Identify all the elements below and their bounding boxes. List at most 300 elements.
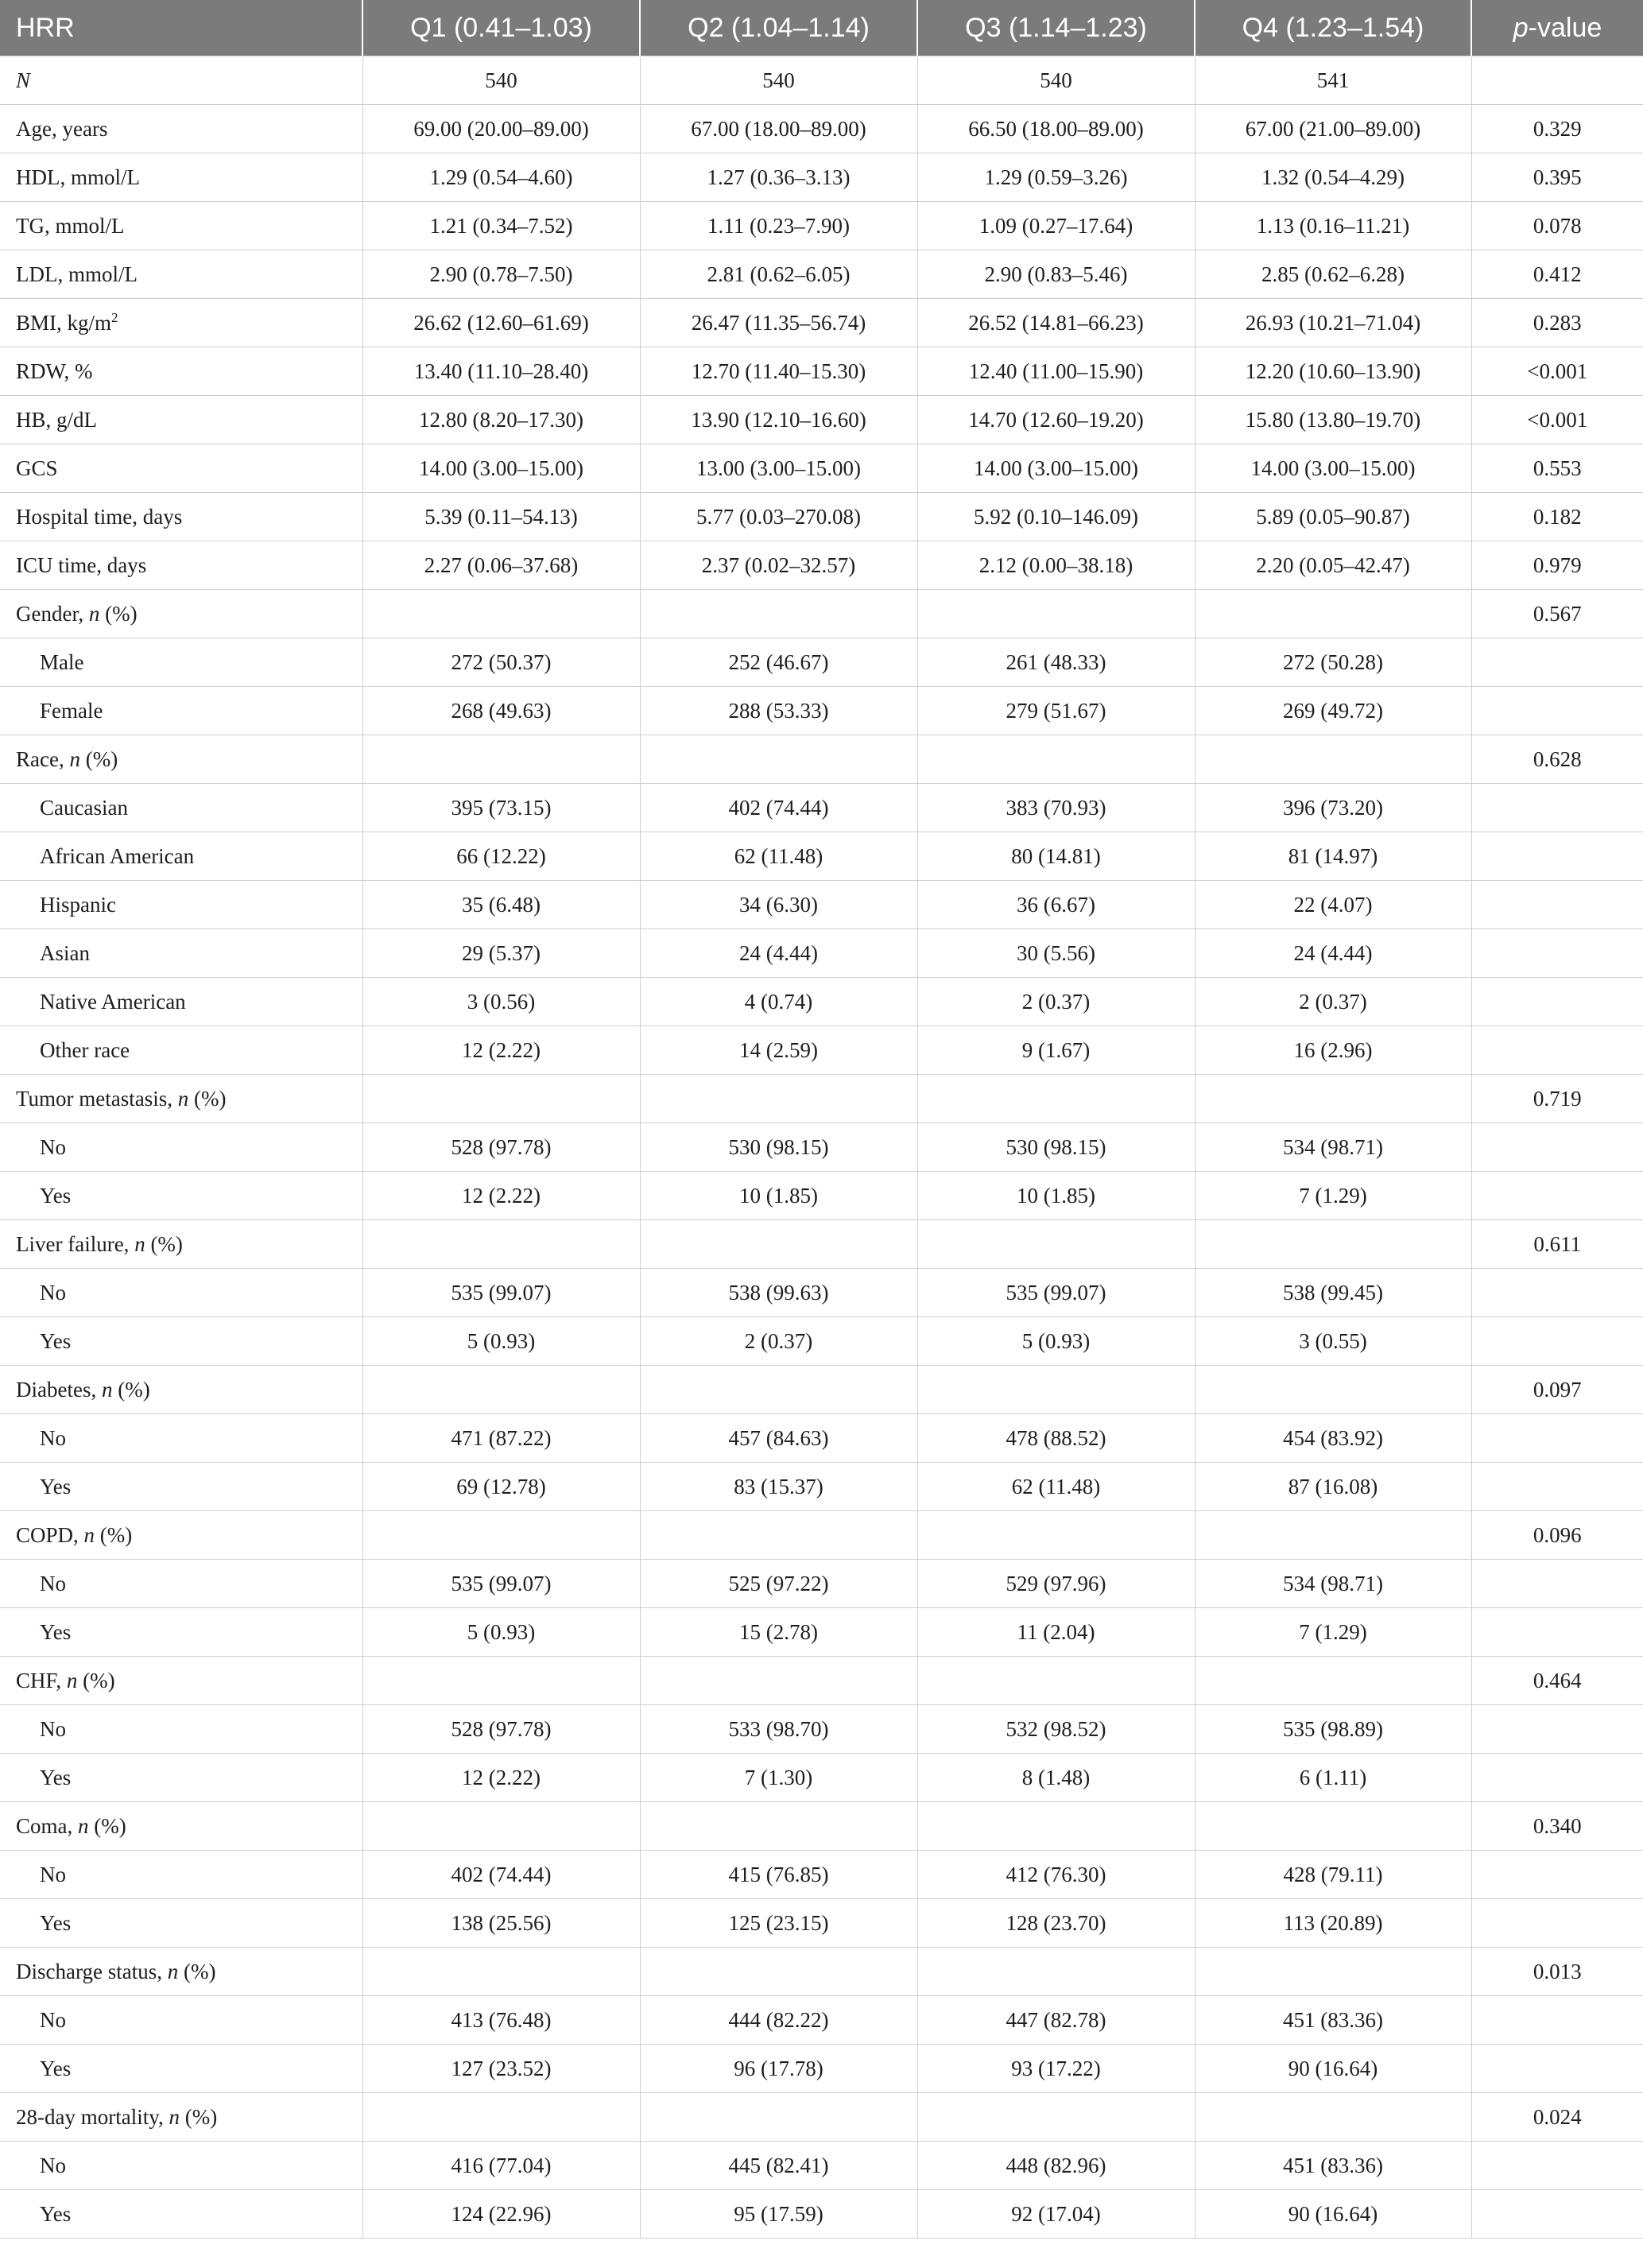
cell-q4: 3 (0.55) (1195, 1317, 1471, 1366)
row-label (0, 784, 362, 832)
cell-q4: 451 (83.36) (1195, 2142, 1471, 2190)
table-row (0, 2190, 1643, 2239)
cell-q3: 261 (48.33) (917, 638, 1195, 687)
cell-q2: 95 (17.59) (640, 2190, 917, 2239)
cell-q3: 540 (917, 56, 1195, 105)
cell-q2: 13.90 (12.10–16.60) (640, 396, 917, 444)
cell-q3 (917, 1657, 1195, 1705)
cell-q3: 412 (76.30) (917, 1851, 1195, 1899)
row-label-text: Yes (40, 1910, 72, 1935)
cell-q4 (1195, 590, 1471, 638)
row-label-text: Hispanic (40, 892, 116, 917)
cell-q2: 445 (82.41) (640, 2142, 917, 2190)
row-label (0, 1269, 362, 1317)
cell-q4: 7 (1.29) (1195, 1172, 1471, 1220)
row-label (0, 1705, 362, 1754)
row-label-text: Diabetes, (16, 1377, 102, 1402)
cell-q1: 416 (77.04) (362, 2142, 640, 2190)
table-row (0, 590, 1643, 638)
row-label-text: Yes (40, 1328, 72, 1353)
cell-q4: 12.20 (10.60–13.90) (1195, 347, 1471, 396)
cell-q1 (362, 1802, 640, 1851)
cell-q3 (917, 1511, 1195, 1560)
row-label-text: Yes (40, 2056, 72, 2080)
n-italic: n (177, 1086, 189, 1111)
cell-q4: 87 (16.08) (1195, 1463, 1471, 1511)
cell-p-value (1471, 1123, 1643, 1172)
row-label-text: Gender, (16, 601, 89, 626)
cell-q3 (917, 1802, 1195, 1851)
cell-q4: 2 (0.37) (1195, 978, 1471, 1026)
n-italic: n (66, 1668, 78, 1692)
cell-q3: 36 (6.67) (917, 881, 1195, 929)
cell-q1: 29 (5.37) (362, 929, 640, 978)
cell-q1: 471 (87.22) (362, 1414, 640, 1463)
cell-q1: 402 (74.44) (362, 1851, 640, 1899)
row-label (0, 493, 362, 541)
cell-q1: 272 (50.37) (362, 638, 640, 687)
cell-q3: 5.92 (0.10–146.09) (917, 493, 1195, 541)
cell-p-value (1471, 1754, 1643, 1802)
cell-q2 (640, 735, 917, 784)
cell-q3: 8 (1.48) (917, 1754, 1195, 1802)
cell-q2: 252 (46.67) (640, 638, 917, 687)
cell-p-value: 0.395 (1471, 153, 1643, 202)
cell-p-value (1471, 1560, 1643, 1608)
row-label-text: Liver failure, (16, 1231, 135, 1256)
row-label (0, 2190, 362, 2239)
cell-q4: 2.20 (0.05–42.47) (1195, 541, 1471, 590)
cell-q1 (362, 1948, 640, 1996)
cell-p-value (1471, 881, 1643, 929)
row-label (0, 153, 362, 202)
cell-q4 (1195, 1075, 1471, 1123)
cell-q2: 415 (76.85) (640, 1851, 917, 1899)
cell-q2: 4 (0.74) (640, 978, 917, 1026)
row-label-text: Male (40, 649, 84, 674)
cell-q4: 90 (16.64) (1195, 2190, 1471, 2239)
table-row (0, 396, 1643, 444)
row-label-text: LDL, mmol/L (16, 262, 138, 286)
row-label (0, 105, 362, 153)
row-label (0, 56, 362, 105)
row-label-text: Age, years (16, 116, 108, 141)
row-label (0, 1802, 362, 1851)
cell-q4: 16 (2.96) (1195, 1026, 1471, 1075)
cell-q1: 12 (2.22) (362, 1754, 640, 1802)
table-row (0, 1657, 1643, 1705)
cell-p-value (1471, 1317, 1643, 1366)
row-label (0, 1366, 362, 1414)
cell-q3 (917, 1948, 1195, 1996)
cell-q2: 530 (98.15) (640, 1123, 917, 1172)
row-label-text: ICU time, days (16, 552, 147, 577)
row-label (0, 1899, 362, 1948)
cell-q1: 127 (23.52) (362, 2045, 640, 2093)
row-label-text: No (40, 1862, 66, 1886)
cell-q3: 529 (97.96) (917, 1560, 1195, 1608)
cell-p-value (1471, 1899, 1643, 1948)
percent-suffix: (%) (99, 601, 138, 626)
cell-p-value: 0.024 (1471, 2093, 1643, 2142)
table-row (0, 493, 1643, 541)
row-label-text: RDW, % (16, 359, 93, 383)
row-label (0, 832, 362, 881)
table-row (0, 56, 1643, 105)
row-label-text: Discharge status, (16, 1959, 168, 1983)
cell-q4 (1195, 1802, 1471, 1851)
n-italic: n (88, 601, 100, 626)
table-row (0, 153, 1643, 202)
row-label-text: Other race (40, 1037, 130, 1062)
row-label (0, 2142, 362, 2190)
row-label (0, 1414, 362, 1463)
cell-q3 (917, 1220, 1195, 1269)
cell-p-value (1471, 1026, 1643, 1075)
cell-p-value: 0.412 (1471, 250, 1643, 299)
cell-q3: 92 (17.04) (917, 2190, 1195, 2239)
row-label (0, 1948, 362, 1996)
cell-q2: 444 (82.22) (640, 1996, 917, 2045)
cell-q2: 1.27 (0.36–3.13) (640, 153, 917, 202)
cell-q1 (362, 1220, 640, 1269)
cell-q1: 535 (99.07) (362, 1269, 640, 1317)
cell-q1 (362, 2093, 640, 2142)
header-p-value (1471, 0, 1643, 56)
cell-q3 (917, 590, 1195, 638)
cell-q3: 93 (17.22) (917, 2045, 1195, 2093)
cell-q2 (640, 1075, 917, 1123)
percent-suffix: (%) (95, 1522, 133, 1547)
cell-q4: 272 (50.28) (1195, 638, 1471, 687)
table-row (0, 881, 1643, 929)
row-label (0, 1996, 362, 2045)
cell-q3 (917, 1366, 1195, 1414)
cell-q1: 69.00 (20.00–89.00) (362, 105, 640, 153)
table-row (0, 347, 1643, 396)
cell-p-value (1471, 56, 1643, 105)
percent-suffix: (%) (79, 746, 118, 771)
cell-q1: 535 (99.07) (362, 1560, 640, 1608)
row-label (0, 1123, 362, 1172)
cell-q3 (917, 2093, 1195, 2142)
cell-q2: 67.00 (18.00–89.00) (640, 105, 917, 153)
n-italic: n (134, 1231, 145, 1256)
header-p-letter: p (1513, 12, 1529, 43)
table-row (0, 1899, 1643, 1948)
table-row (0, 1172, 1643, 1220)
cell-q3: 1.09 (0.27–17.64) (917, 202, 1195, 250)
cell-q4: 81 (14.97) (1195, 832, 1471, 881)
cell-q3: 14.70 (12.60–19.20) (917, 396, 1195, 444)
table-row (0, 2045, 1643, 2093)
row-label-text: Yes (40, 2201, 72, 2226)
table-header (0, 0, 1643, 56)
row-label-text: HDL, mmol/L (16, 165, 140, 189)
cell-q2 (640, 1366, 917, 1414)
cell-q4: 26.93 (10.21–71.04) (1195, 299, 1471, 347)
table-row (0, 541, 1643, 590)
cell-q1 (362, 1366, 640, 1414)
cell-q1: 1.29 (0.54–4.60) (362, 153, 640, 202)
row-label-text: Asian (40, 940, 90, 965)
cell-q4 (1195, 735, 1471, 784)
row-label-text: TG, mmol/L (16, 213, 125, 238)
cell-q3: 383 (70.93) (917, 784, 1195, 832)
row-label (0, 1075, 362, 1123)
table-row (0, 105, 1643, 153)
header-hrr-label: HRR (0, 0, 362, 56)
cell-q3: 26.52 (14.81–66.23) (917, 299, 1195, 347)
row-label (0, 1172, 362, 1220)
table-row (0, 929, 1643, 978)
row-label-text: No (40, 1716, 66, 1741)
cell-p-value (1471, 1705, 1643, 1754)
row-label (0, 347, 362, 396)
cell-q2: 5.77 (0.03–270.08) (640, 493, 917, 541)
cell-q4 (1195, 1366, 1471, 1414)
cell-q1: 14.00 (3.00–15.00) (362, 444, 640, 493)
cell-p-value: 0.078 (1471, 202, 1643, 250)
cell-p-value (1471, 978, 1643, 1026)
row-label-text: BMI, kg/m (16, 310, 112, 335)
cell-q4 (1195, 1511, 1471, 1560)
cell-q1: 69 (12.78) (362, 1463, 640, 1511)
row-label-text: CHF, (16, 1668, 67, 1692)
n-italic: n (169, 2104, 180, 2129)
table-row (0, 1075, 1643, 1123)
table-row (0, 735, 1643, 784)
cell-p-value: <0.001 (1471, 347, 1643, 396)
cell-p-value (1471, 784, 1643, 832)
cell-q3: 2.90 (0.83–5.46) (917, 250, 1195, 299)
row-label-text: Female (40, 698, 103, 723)
cell-q3: 447 (82.78) (917, 1996, 1195, 2045)
cell-q2: 2.37 (0.02–32.57) (640, 541, 917, 590)
cell-q2 (640, 1802, 917, 1851)
header-row (0, 0, 1643, 56)
cell-q2: 402 (74.44) (640, 784, 917, 832)
row-label (0, 687, 362, 735)
row-label-text: Native American (40, 989, 186, 1014)
cell-q2: 62 (11.48) (640, 832, 917, 881)
table-row (0, 202, 1643, 250)
cell-q2 (640, 590, 917, 638)
cell-p-value (1471, 832, 1643, 881)
table-row (0, 638, 1643, 687)
percent-suffix: (%) (179, 2104, 218, 2129)
cell-q1: 540 (362, 56, 640, 105)
table-row (0, 784, 1643, 832)
row-label-text: 28-day mortality, (16, 2104, 169, 2129)
cell-q3: 62 (11.48) (917, 1463, 1195, 1511)
table-row (0, 250, 1643, 299)
row-label (0, 1026, 362, 1075)
cell-q4: 7 (1.29) (1195, 1608, 1471, 1657)
row-label (0, 638, 362, 687)
cell-q1: 13.40 (11.10–28.40) (362, 347, 640, 396)
cell-p-value: 0.979 (1471, 541, 1643, 590)
cell-p-value: 0.283 (1471, 299, 1643, 347)
cell-q4: 396 (73.20) (1195, 784, 1471, 832)
cell-q4: 90 (16.64) (1195, 2045, 1471, 2093)
row-label-text: HB, g/dL (16, 407, 98, 432)
row-label (0, 929, 362, 978)
row-label-text: No (40, 1425, 66, 1450)
header-p-suffix: -value (1528, 12, 1602, 43)
row-label (0, 541, 362, 590)
n-italic: n (167, 1959, 179, 1983)
cell-q2: 538 (99.63) (640, 1269, 917, 1317)
cell-q3: 478 (88.52) (917, 1414, 1195, 1463)
row-label (0, 2045, 362, 2093)
percent-suffix: (%) (178, 1959, 216, 1983)
cell-q3: 30 (5.56) (917, 929, 1195, 978)
row-label-text: Coma, (16, 1813, 78, 1838)
cell-q4: 14.00 (3.00–15.00) (1195, 444, 1471, 493)
cell-p-value (1471, 1269, 1643, 1317)
cell-q4: 541 (1195, 56, 1471, 105)
cell-q1 (362, 1075, 640, 1123)
cell-p-value: 0.719 (1471, 1075, 1643, 1123)
cell-q2: 533 (98.70) (640, 1705, 917, 1754)
cell-q1: 2.27 (0.06–37.68) (362, 541, 640, 590)
cell-q1: 413 (76.48) (362, 1996, 640, 2045)
row-label (0, 1754, 362, 1802)
cell-p-value: 0.611 (1471, 1220, 1643, 1269)
cell-q1: 5 (0.93) (362, 1608, 640, 1657)
row-label-text: No (40, 1134, 66, 1159)
cell-q1: 26.62 (12.60–61.69) (362, 299, 640, 347)
cell-q2: 2.81 (0.62–6.05) (640, 250, 917, 299)
cell-q2: 2 (0.37) (640, 1317, 917, 1366)
cell-q1: 66 (12.22) (362, 832, 640, 881)
cell-q2: 83 (15.37) (640, 1463, 917, 1511)
cell-q1: 5 (0.93) (362, 1317, 640, 1366)
cell-q1: 124 (22.96) (362, 2190, 640, 2239)
cell-p-value (1471, 1463, 1643, 1511)
table-row (0, 1511, 1643, 1560)
cell-p-value (1471, 1172, 1643, 1220)
cell-q4: 534 (98.71) (1195, 1560, 1471, 1608)
cell-p-value: 0.097 (1471, 1366, 1643, 1414)
cell-q4: 451 (83.36) (1195, 1996, 1471, 2045)
table-row (0, 1463, 1643, 1511)
row-label-text: Yes (40, 1619, 72, 1644)
cell-q2 (640, 1220, 917, 1269)
row-label (0, 735, 362, 784)
unit-superscript: 2 (111, 309, 118, 325)
cell-q4: 67.00 (21.00–89.00) (1195, 105, 1471, 153)
row-label-text: No (40, 2153, 66, 2177)
row-label-text: No (40, 2007, 66, 2032)
cell-q3: 14.00 (3.00–15.00) (917, 444, 1195, 493)
cell-p-value (1471, 1608, 1643, 1657)
cell-q4 (1195, 2093, 1471, 2142)
row-label-text: Yes (40, 1183, 72, 1208)
cell-q4 (1195, 1948, 1471, 1996)
row-label (0, 590, 362, 638)
cell-p-value: 0.096 (1471, 1511, 1643, 1560)
cell-q2: 14 (2.59) (640, 1026, 917, 1075)
header-q1: Q1 (0.41–1.03) (362, 0, 640, 56)
cell-q3: 66.50 (18.00–89.00) (917, 105, 1195, 153)
cell-q3: 12.40 (11.00–15.90) (917, 347, 1195, 396)
cell-q4: 22 (4.07) (1195, 881, 1471, 929)
cell-q2: 457 (84.63) (640, 1414, 917, 1463)
cell-q2: 26.47 (11.35–56.74) (640, 299, 917, 347)
cell-q1: 12.80 (8.20–17.30) (362, 396, 640, 444)
row-label-text: Yes (40, 1474, 72, 1498)
cell-q1 (362, 1511, 640, 1560)
row-label (0, 1560, 362, 1608)
cell-q3: 128 (23.70) (917, 1899, 1195, 1948)
row-label-text: N (16, 68, 31, 92)
table-row (0, 1802, 1643, 1851)
table-row (0, 1608, 1643, 1657)
row-label-text: GCS (16, 456, 58, 480)
cell-q4: 535 (98.89) (1195, 1705, 1471, 1754)
row-label (0, 396, 362, 444)
table-row (0, 1317, 1643, 1366)
cell-q1: 12 (2.22) (362, 1172, 640, 1220)
cell-q4: 428 (79.11) (1195, 1851, 1471, 1899)
cell-q4: 5.89 (0.05–90.87) (1195, 493, 1471, 541)
cell-q1: 35 (6.48) (362, 881, 640, 929)
table-row (0, 832, 1643, 881)
table-row (0, 1705, 1643, 1754)
cell-q2 (640, 1657, 917, 1705)
cell-q3: 2 (0.37) (917, 978, 1195, 1026)
cell-q2: 125 (23.15) (640, 1899, 917, 1948)
table-row (0, 299, 1643, 347)
row-label-text: No (40, 1571, 66, 1595)
cell-q4: 1.32 (0.54–4.29) (1195, 153, 1471, 202)
cell-q3: 10 (1.85) (917, 1172, 1195, 1220)
cell-p-value (1471, 2190, 1643, 2239)
cell-q4: 6 (1.11) (1195, 1754, 1471, 1802)
table-row (0, 1026, 1643, 1075)
cell-q2 (640, 2093, 917, 2142)
cell-q2: 288 (53.33) (640, 687, 917, 735)
cell-p-value: 0.567 (1471, 590, 1643, 638)
cell-q4: 538 (99.45) (1195, 1269, 1471, 1317)
row-label-text: Hospital time, days (16, 504, 183, 529)
table-row (0, 444, 1643, 493)
cell-q4: 113 (20.89) (1195, 1899, 1471, 1948)
header-q2: Q2 (1.04–1.14) (640, 0, 917, 56)
cell-p-value (1471, 1414, 1643, 1463)
cell-q2 (640, 1948, 917, 1996)
cell-q2: 540 (640, 56, 917, 105)
header-q4: Q4 (1.23–1.54) (1195, 0, 1471, 56)
cell-q1: 268 (49.63) (362, 687, 640, 735)
cell-p-value (1471, 2142, 1643, 2190)
cell-q3 (917, 1075, 1195, 1123)
row-label (0, 1657, 362, 1705)
cell-q4 (1195, 1657, 1471, 1705)
row-label (0, 1317, 362, 1366)
row-label (0, 1608, 362, 1657)
table-row (0, 1220, 1643, 1269)
cell-q1: 395 (73.15) (362, 784, 640, 832)
cell-q4: 2.85 (0.62–6.28) (1195, 250, 1471, 299)
cell-q1: 528 (97.78) (362, 1123, 640, 1172)
table-row (0, 1269, 1643, 1317)
cell-q1: 12 (2.22) (362, 1026, 640, 1075)
cell-q3: 448 (82.96) (917, 2142, 1195, 2190)
row-label (0, 1463, 362, 1511)
